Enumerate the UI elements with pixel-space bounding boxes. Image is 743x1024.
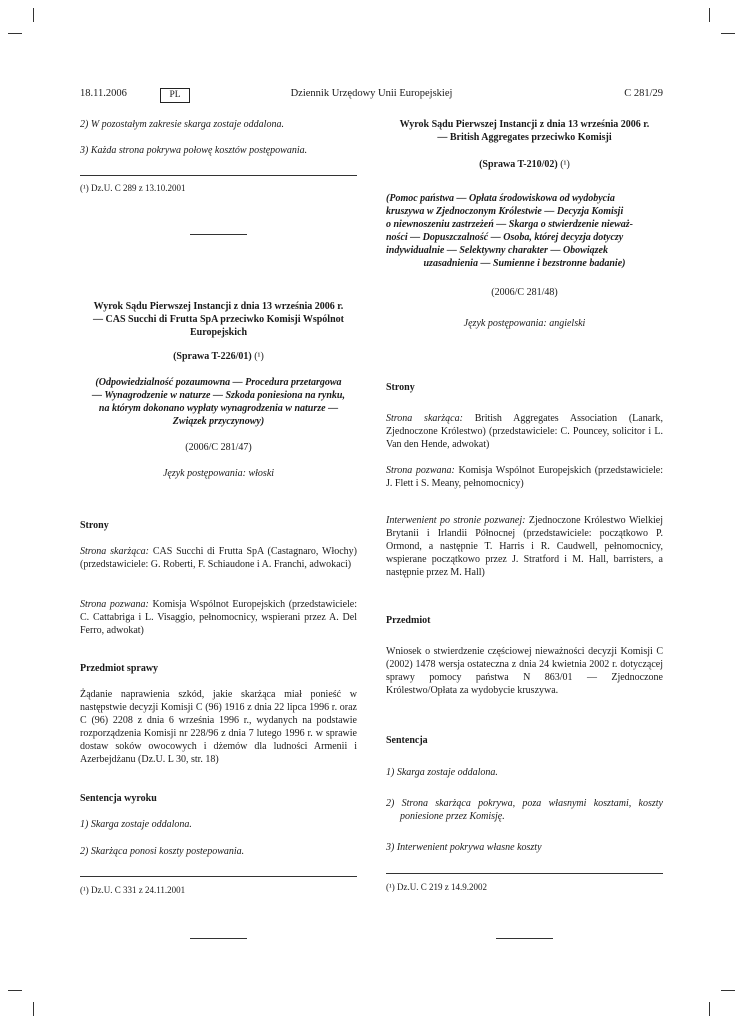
summary-line: ności — Dopuszczalność — Osoba, której decyzja dotyczy [386,232,624,243]
section-separator [496,938,553,939]
subject-text: Wniosek o stwierdzenie częściowej nieważności decyzji Komisji C (2002) 1478 wersja ostateczna z dnia 24 kwietnia 2002 r. dotyczącej sprawy pomocy państwa N 863/01 — Zjednoczone Królestwo/Opłata za wydobycie kruszywa. [386,646,663,696]
footnote-text: Dz.U. C 219 z 14.9.2002 [396,882,487,892]
summary-line: na którym dokonano wypłaty wynagrodzenia w naturze — [98,403,339,414]
crop-mark [709,1002,710,1016]
footnote [386,881,663,894]
judgment-title [386,118,663,144]
parties-heading: Strony [386,382,415,393]
title-line: — British Aggregates przeciwko Komisji [437,132,612,143]
applicant [386,412,663,451]
defendant-text: Komisja Wspólnot Europejskich (przedstawiciele: J. Flett i S. Meany, pełnomocnicy) [386,465,664,489]
prev-footnote [80,182,357,195]
procedure-language: Język postępowania: włoski [162,468,275,479]
title-line: Europejskich [189,327,248,338]
defendant-label: Strona pozwana: [386,465,455,476]
title-line: Wyrok Sądu Pierwszej Instancji z dnia 13 września 2006 r. [93,301,344,312]
footnote-ref: (¹) [254,351,264,362]
title-line: Wyrok Sądu Pierwszej Instancji z dnia 13 września 2006 r. [399,119,650,130]
judgment-item-1: 1) Skarga zostaje oddalona. [386,767,498,778]
title-line: — CAS Succhi di Frutta SpA przeciwko Komisji Wspólnot [93,314,344,325]
footnote-rule [80,876,357,877]
footnote-ref: (¹) [560,159,570,170]
applicant-text: British Aggregates Association (Lanark, Zjednoczone Królestwo) (przedstawiciele: C. Pouncey, solicitor i L. Van den Hende, adwokat) [386,413,663,450]
summary-line: (Odpowiedzialność pozaumowna — Procedura przetargowa [95,377,342,388]
subject-heading: Przedmiot [386,615,431,626]
page-header [80,88,663,104]
applicant-label: Strona skarżąca: [386,413,463,424]
journal-title: Dziennik Urzędowy Unii Europejskiej [290,88,453,99]
section-separator [190,938,247,939]
judgment-item-3: 3) Interwenient pokrywa własne koszty [386,842,542,853]
footnote-mark: (¹) [80,885,89,895]
defendant-label: Strona pozwana: [80,599,149,610]
language-badge: PL [160,88,190,103]
summary-line: uzasadnienia — Sumienne i bezstronne badanie) [423,258,626,269]
subject-heading: Przedmiot sprawy [80,663,159,674]
footnote-text: Dz.U. C 331 z 24.11.2001 [90,885,186,895]
applicant-label: Strona skarżąca: [80,546,150,557]
oj-reference: (2006/C 281/48) [491,287,558,298]
parties-heading: Strony [80,520,109,531]
judgment-item-2: 2) Skarżąca ponosi koszty postepowania. [80,846,245,857]
crop-mark [33,1002,34,1016]
judgment-heading: Sentencja [386,735,428,746]
summary-line: kruszywa w Zjednoczonym Królestwie — Decyzja Komisji [386,206,624,217]
defendant [80,598,357,637]
summary-line: — Wynagrodzenie w naturze — Szkoda poniesiona na rynku, [92,390,345,401]
crop-mark [8,990,22,991]
crop-mark [33,8,34,22]
case-summary [386,192,663,270]
crop-mark [721,33,735,34]
intervener-text: Zjednoczone Królestwo Wielkiej Brytanii i Irlandii Północnej (przedstawiciele: początkowo P. Ormond, a następnie T. Harris i R. Caudwell, pełnomocnicy, wspierane początkowo przez J. Stratford i M. Hall, barristers, a następnie przez M. Hall) [386,515,663,578]
intervener [386,514,663,579]
judgment-item-2: 2) Strona skarżąca pokrywa, poza własnymi kosztami, koszty poniesione przez Komisję. [386,798,663,822]
intervener-label: Interwenient po stronie pozwanej: [386,515,526,526]
applicant [80,545,357,571]
footnote-rule [80,175,357,176]
summary-line: Związek przyczynowy) [172,416,265,427]
prev-item-3: 3) Każda strona pokrywa połowę kosztów postępowania. [80,145,308,156]
prev-item-2: 2) W pozostałym zakresie skarga zostaje oddalona. [80,119,284,130]
subject-text: Żądanie naprawienia szkód, jakie skarżąca miał ponieść w następstwie decyzji Komisji C (96) 1916 z dnia 22 lipca 1996 r. oraz C (96) 2208 z dnia 6 września 1996 r., wydanych na podstawie rozporządzenia Komisji nr 228/96 z dnia 7 lutego 1996 r. w sprawie dostaw soków owocowych i dżemów dla ludności Armenii i Azerbejdżanu (Dz.U. L 30, str. 18) [80,689,357,765]
applicant-text: CAS Succhi di Frutta SpA (Castagnaro, Włochy) (przedstawiciele: G. Roberti, F. Schiaudone i A. Franchi, adwokaci) [80,546,357,570]
case-label: (Sprawa T-226/01) [173,351,252,362]
summary-line: o niewnoszeniu zastrzeżeń — Skarga o stwierdzenie nieważ- [386,219,633,230]
crop-mark [8,33,22,34]
oj-reference: (2006/C 281/47) [185,442,252,453]
footnote-text: Dz.U. C 289 z 13.10.2001 [90,183,186,193]
page-number: C 281/29 [624,88,663,99]
procedure-language: Język postępowania: angielski [463,318,586,329]
case-summary [80,376,357,428]
crop-mark [709,8,710,22]
defendant-text: Komisja Wspólnot Europejskich (przedstawiciele: C. Cattabriga i L. Visaggio, pełnomocnicy, wspierani przez A. Del Ferro, adwokat) [80,599,358,636]
crop-mark [721,990,735,991]
section-separator [190,234,247,235]
case-number [386,158,663,171]
issue-date: 18.11.2006 [80,88,127,99]
defendant [386,464,663,490]
judgment-item-1: 1) Skarga zostaje oddalona. [80,819,192,830]
summary-line: (Pomoc państwa — Opłata środowiskowa od wydobycia [386,193,615,204]
footnote-rule [386,873,663,874]
case-label: (Sprawa T-210/02) [479,159,558,170]
footnote [80,884,357,897]
case-number [80,350,357,363]
judgment-heading: Sentencja wyroku [80,793,157,804]
footnote-mark: (¹) [386,882,395,892]
summary-line: indywidualnie — Selektywny charakter — Obowiązek [386,245,608,256]
footnote-mark: (¹) [80,183,89,193]
judgment-title [80,300,357,339]
